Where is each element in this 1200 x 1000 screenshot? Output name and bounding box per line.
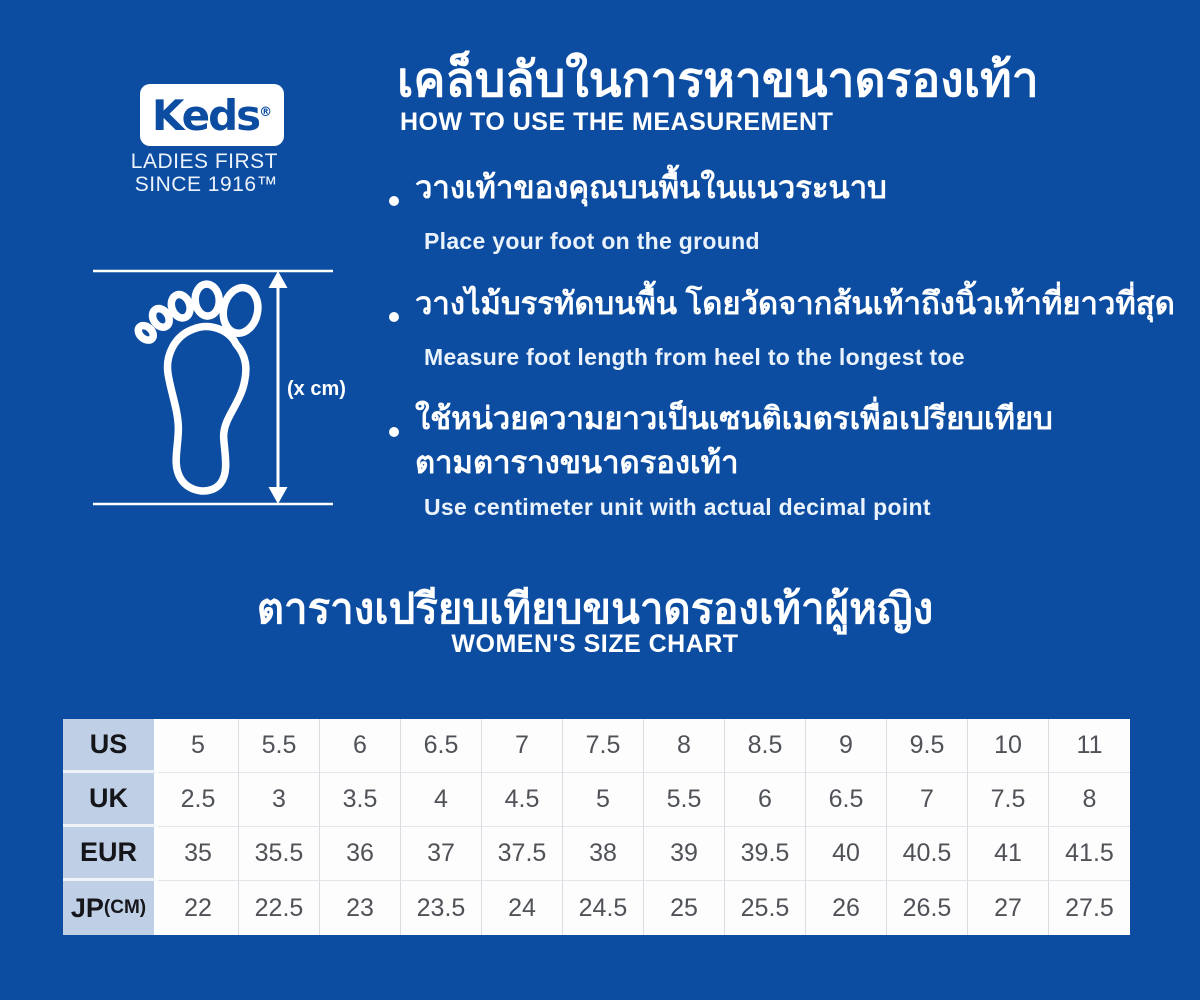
- size-cell-us-8: 8.5: [725, 719, 806, 773]
- bullet-dot: [389, 312, 399, 322]
- step-3-english: Use centimeter unit with actual decimal point: [424, 494, 931, 520]
- size-cell-jp-9: 26: [806, 881, 887, 935]
- size-cell-jp-10: 26.5: [887, 881, 968, 935]
- size-cell-us-11: 10: [968, 719, 1049, 773]
- bullet-dot: [389, 427, 399, 437]
- size-cell-eur-1: 35: [158, 827, 239, 881]
- size-cell-us-4: 6.5: [401, 719, 482, 773]
- size-chart-title-thai: ตารางเปรียบเทียบขนาดรองเท้าผู้หญิง: [256, 585, 934, 632]
- step-2-thai: วางไม้บรรทัดบนพื้น โดยวัดจากส้นเท้าถึงนิ้วเท้าที่ยาวที่สุด: [415, 286, 1175, 321]
- size-cell-jp-8: 25.5: [725, 881, 806, 935]
- logo-taglines: [100, 150, 278, 196]
- size-cell-us-7: 8: [644, 719, 725, 773]
- size-cell-uk-12: 8: [1049, 773, 1130, 827]
- size-cell-eur-2: 35.5: [239, 827, 320, 881]
- size-cell-us-2: 5.5: [239, 719, 320, 773]
- size-cell-jp-2: 22.5: [239, 881, 320, 935]
- size-cell-us-3: 6: [320, 719, 401, 773]
- size-cell-jp-7: 25: [644, 881, 725, 935]
- size-cell-uk-3: 3.5: [320, 773, 401, 827]
- keds-logo: [140, 84, 284, 146]
- size-cell-uk-2: 3: [239, 773, 320, 827]
- size-cell-uk-10: 7: [887, 773, 968, 827]
- size-cell-jp-4: 23.5: [401, 881, 482, 935]
- size-cell-eur-9: 40: [806, 827, 887, 881]
- row-label-jp-cm: JP (CM): [63, 881, 158, 935]
- bullet-dot: [389, 196, 399, 206]
- row-label-us: US: [63, 719, 158, 773]
- size-cell-eur-7: 39: [644, 827, 725, 881]
- measurement-arrow: [269, 271, 288, 504]
- size-cell-jp-1: 22: [158, 881, 239, 935]
- step-1-english: Place your foot on the ground: [424, 228, 760, 254]
- step-2-english: Measure foot length from heel to the longest toe: [424, 344, 965, 370]
- logo-tagline-since-1916: SINCE 1916™: [134, 173, 278, 196]
- size-cell-eur-12: 41.5: [1049, 827, 1130, 881]
- size-cell-eur-10: 40.5: [887, 827, 968, 881]
- size-cell-jp-11: 27: [968, 881, 1049, 935]
- step-1-thai: วางเท้าของคุณบนพื้นในแนวระนาบ: [415, 170, 887, 205]
- keds-logo-wordmark: Keds®: [151, 90, 273, 140]
- size-cell-uk-4: 4: [401, 773, 482, 827]
- measurement-unit-label: (x cm): [287, 378, 346, 400]
- size-cell-eur-3: 36: [320, 827, 401, 881]
- size-cell-eur-8: 39.5: [725, 827, 806, 881]
- size-chart-title-english: WOMEN'S SIZE CHART: [451, 630, 739, 658]
- page-title-thai: เคล็บลับในการหาขนาดรองเท้า: [397, 54, 1039, 107]
- size-cell-us-12: 11: [1049, 719, 1130, 773]
- size-cell-us-9: 9: [806, 719, 887, 773]
- size-cell-jp-12: 27.5: [1049, 881, 1130, 935]
- step-3-thai-line2: ตามตารางขนาดรองเท้า: [415, 445, 739, 480]
- size-chart-table: [63, 719, 1130, 935]
- size-cell-uk-11: 7.5: [968, 773, 1049, 827]
- size-cell-uk-8: 6: [725, 773, 806, 827]
- size-cell-uk-5: 4.5: [482, 773, 563, 827]
- logo-tagline-ladies-first: LADIES FIRST: [130, 150, 278, 173]
- size-cell-us-6: 7.5: [563, 719, 644, 773]
- size-cell-eur-4: 37: [401, 827, 482, 881]
- size-cell-us-5: 7: [482, 719, 563, 773]
- size-cell-jp-6: 24.5: [563, 881, 644, 935]
- size-cell-us-10: 9.5: [887, 719, 968, 773]
- size-cell-jp-5: 24: [482, 881, 563, 935]
- size-cell-uk-7: 5.5: [644, 773, 725, 827]
- size-cell-eur-6: 38: [563, 827, 644, 881]
- size-cell-eur-5: 37.5: [482, 827, 563, 881]
- size-cell-uk-9: 6.5: [806, 773, 887, 827]
- size-cell-eur-11: 41: [968, 827, 1049, 881]
- registered-trademark-symbol: ®: [259, 104, 273, 120]
- footprint-icon: [125, 278, 263, 494]
- size-cell-uk-1: 2.5: [158, 773, 239, 827]
- page-title-english: HOW TO USE THE MEASUREMENT: [400, 108, 834, 136]
- step-3-thai-line1: ใช้หน่วยความยาวเป็นเซนติเมตรเพื่อเปรียบเทียบ: [415, 401, 1053, 436]
- row-label-eur: EUR: [63, 827, 158, 881]
- row-label-uk: UK: [63, 773, 158, 827]
- size-cell-jp-3: 23: [320, 881, 401, 935]
- size-cell-us-1: 5: [158, 719, 239, 773]
- size-cell-uk-6: 5: [563, 773, 644, 827]
